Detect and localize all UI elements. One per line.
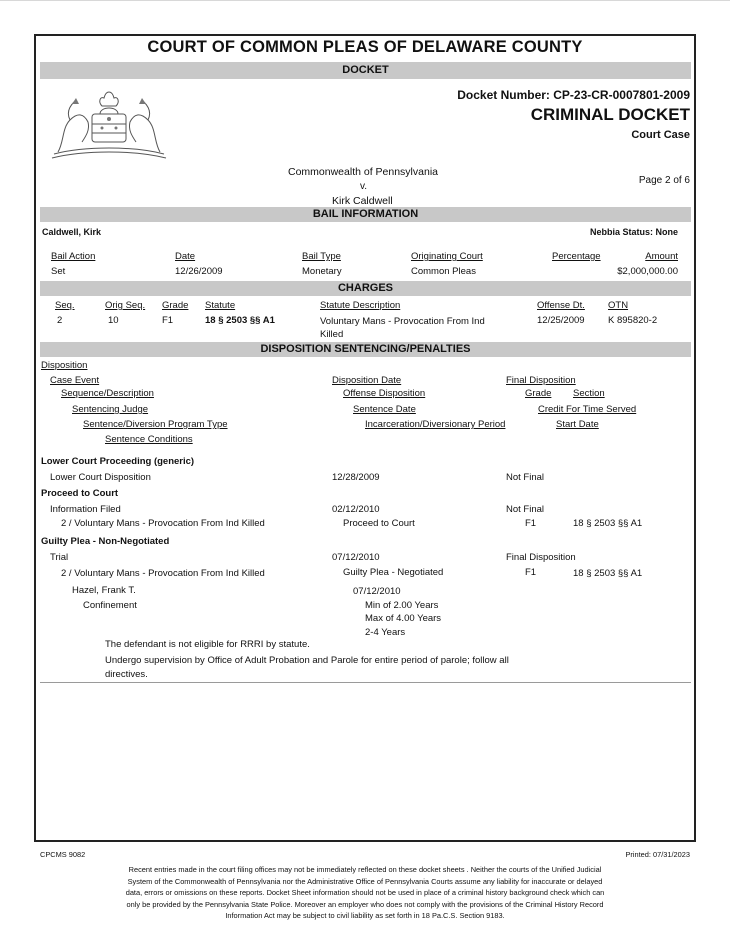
- charge-header-seq: Seq.: [55, 300, 75, 311]
- disclaimer-line: System of the Commonwealth of Pennsylvania nor the Administrative Office of Pennsylvania Courts assume any liability for inaccurate or delayed: [127, 876, 603, 886]
- legend-sequence-description: Sequence/Description: [61, 388, 154, 399]
- legend-credit: Credit For Time Served: [538, 404, 637, 415]
- charge-header-otn: OTN: [608, 300, 629, 311]
- charge-description-line2: Killed: [320, 329, 344, 340]
- group3-date: 07/12/2010: [332, 552, 380, 563]
- disclaimer-line: Recent entries made in the court filing offices may not be immediately reflected on these docket sheets . Neither the courts of the Unified Judicial: [128, 865, 602, 874]
- case-kind: Court Case: [631, 129, 690, 141]
- form-id: CPCMS 9082: [40, 850, 86, 859]
- charge-grade: F1: [162, 315, 174, 326]
- disposition-section-title: DISPOSITION SENTENCING/PENALTIES: [40, 342, 691, 357]
- legend-grade: Grade: [525, 388, 552, 399]
- caption-defendant: Kirk Caldwell: [332, 195, 393, 207]
- bail-type: Monetary: [302, 266, 342, 277]
- bail-header-percentage: Percentage: [552, 251, 601, 262]
- group2-seq-desc: 2 / Voluntary Mans - Provocation From Ind Killed: [61, 518, 265, 529]
- group3-section: 18 § 2503 §§ A1: [573, 568, 643, 579]
- footer-disclaimer: [0, 864, 730, 922]
- legend-disposition-date: Disposition Date: [332, 375, 402, 386]
- page-label: Page 2 of 6: [638, 175, 690, 186]
- court-title: COURT OF COMMON PLEAS OF DELAWARE COUNTY: [147, 38, 583, 56]
- legend-sentence-conditions: Sentence Conditions: [105, 434, 193, 445]
- charge-header-offense-dt: Offense Dt.: [537, 300, 585, 311]
- docket-bar: DOCKET: [40, 62, 691, 79]
- bail-action: Set: [51, 266, 66, 277]
- group3-condition-1: The defendant is not eligible for RRRI by statute.: [105, 639, 310, 650]
- charge-header-statute: Statute: [205, 300, 236, 311]
- group2-date: 02/12/2010: [332, 504, 380, 515]
- group1-final: Not Final: [506, 472, 545, 483]
- legend-section: Section: [573, 388, 605, 399]
- legend-offense-disposition: Offense Disposition: [343, 388, 426, 399]
- group3-seq-desc: 2 / Voluntary Mans - Provocation From Ind Killed: [61, 568, 265, 579]
- state-seal-icon: [44, 84, 174, 160]
- group1-date: 12/28/2009: [332, 472, 380, 483]
- group-title-lower-court: Lower Court Proceeding (generic): [41, 456, 195, 467]
- group3-min: Min of 2.00 Years: [365, 600, 439, 611]
- bail-header-type: Bail Type: [302, 251, 341, 262]
- group3-condition-2b: directives.: [105, 669, 148, 680]
- bail-amount: $2,000,000.00: [617, 266, 678, 277]
- group3-max: Max of 4.00 Years: [365, 613, 442, 624]
- charge-header-orig-seq: Orig Seq.: [105, 300, 146, 311]
- disclaimer-line: only be provided by the Pennsylvania State Police. Moreover an employer who does not comply with the provisions of the Criminal History Record: [126, 899, 604, 909]
- legend-sentence-date: Sentence Date: [353, 404, 416, 415]
- group3-range: 2-4 Years: [365, 627, 406, 638]
- legend-disposition: Disposition: [41, 360, 88, 371]
- charge-description-line1: Voluntary Mans - Provocation From Ind: [320, 316, 485, 327]
- printed-date: Printed: 07/31/2023: [625, 850, 690, 859]
- charge-orig-seq: 10: [108, 315, 119, 326]
- group-title-proceed: Proceed to Court: [41, 488, 119, 499]
- docket-number: Docket Number: CP-23-CR-0007801-2009: [457, 88, 690, 102]
- group3-sentence-date: 07/12/2010: [353, 586, 401, 597]
- group2-offense-disp: Proceed to Court: [343, 518, 415, 529]
- bail-header-court: Originating Court: [411, 251, 483, 262]
- charge-offense-dt: 12/25/2009: [537, 315, 585, 326]
- charge-header-grade: Grade: [162, 300, 189, 311]
- bail-header-date: Date: [175, 251, 196, 262]
- legend-case-event: Case Event: [50, 375, 100, 386]
- legend-final-disposition: Final Disposition: [506, 375, 576, 386]
- docket-type: CRIMINAL DOCKET: [530, 105, 690, 124]
- legend-program-type: Sentence/Diversion Program Type: [83, 419, 228, 430]
- group1-event: Lower Court Disposition: [50, 472, 151, 483]
- caption-plaintiff: Commonwealth of Pennsylvania: [288, 166, 438, 178]
- charge-seq: 2: [57, 315, 63, 326]
- nebbia-status: Nebbia Status: None: [589, 227, 678, 237]
- disclaimer-line: data, errors or omissions on these reports. Docket Sheet information should not be used in place of a criminal history background check which can: [125, 888, 605, 898]
- legend-start-date: Start Date: [556, 419, 599, 430]
- caption-versus: v.: [360, 181, 368, 192]
- charge-statute: 18 § 2503 §§ A1: [205, 315, 275, 326]
- group2-grade: F1: [525, 518, 537, 529]
- bail-date: 12/26/2009: [175, 266, 223, 277]
- bail-section-title: BAIL INFORMATION: [40, 207, 691, 222]
- group3-grade: F1: [525, 567, 537, 578]
- disclaimer-line: Information Act may be subject to civil liability as set forth in 18 Pa.C.S. Section 9183.: [225, 911, 505, 921]
- group3-offense-disp: Guilty Plea - Negotiated: [343, 567, 444, 578]
- bail-header-amount: Amount: [645, 251, 678, 262]
- group3-judge: Hazel, Frank T.: [72, 585, 136, 596]
- legend-incarceration-period: Incarceration/Diversionary Period: [365, 419, 506, 430]
- charges-section-title: CHARGES: [40, 281, 691, 296]
- group-title-guilty-plea: Guilty Plea - Non-Negotiated: [41, 536, 170, 547]
- bail-court: Common Pleas: [411, 266, 476, 277]
- group2-section: 18 § 2503 §§ A1: [573, 518, 643, 529]
- group3-program: Confinement: [83, 600, 137, 611]
- legend-sentencing-judge: Sentencing Judge: [72, 404, 149, 415]
- group3-condition-2a: Undergo supervision by Office of Adult Probation and Parole for entire period of parole; follow all: [105, 655, 509, 666]
- charge-header-description: Statute Description: [320, 300, 401, 311]
- charge-otn: K 895820-2: [608, 315, 658, 326]
- bail-name: Caldwell, Kirk: [42, 227, 102, 237]
- group3-event: Trial: [50, 552, 69, 563]
- group2-event: Information Filed: [50, 504, 121, 515]
- group2-final: Not Final: [506, 504, 545, 515]
- section-end-rule: [40, 682, 691, 683]
- top-divider: [0, 0, 730, 1]
- bail-header-action: Bail Action: [51, 251, 96, 262]
- group3-final: Final Disposition: [506, 552, 576, 563]
